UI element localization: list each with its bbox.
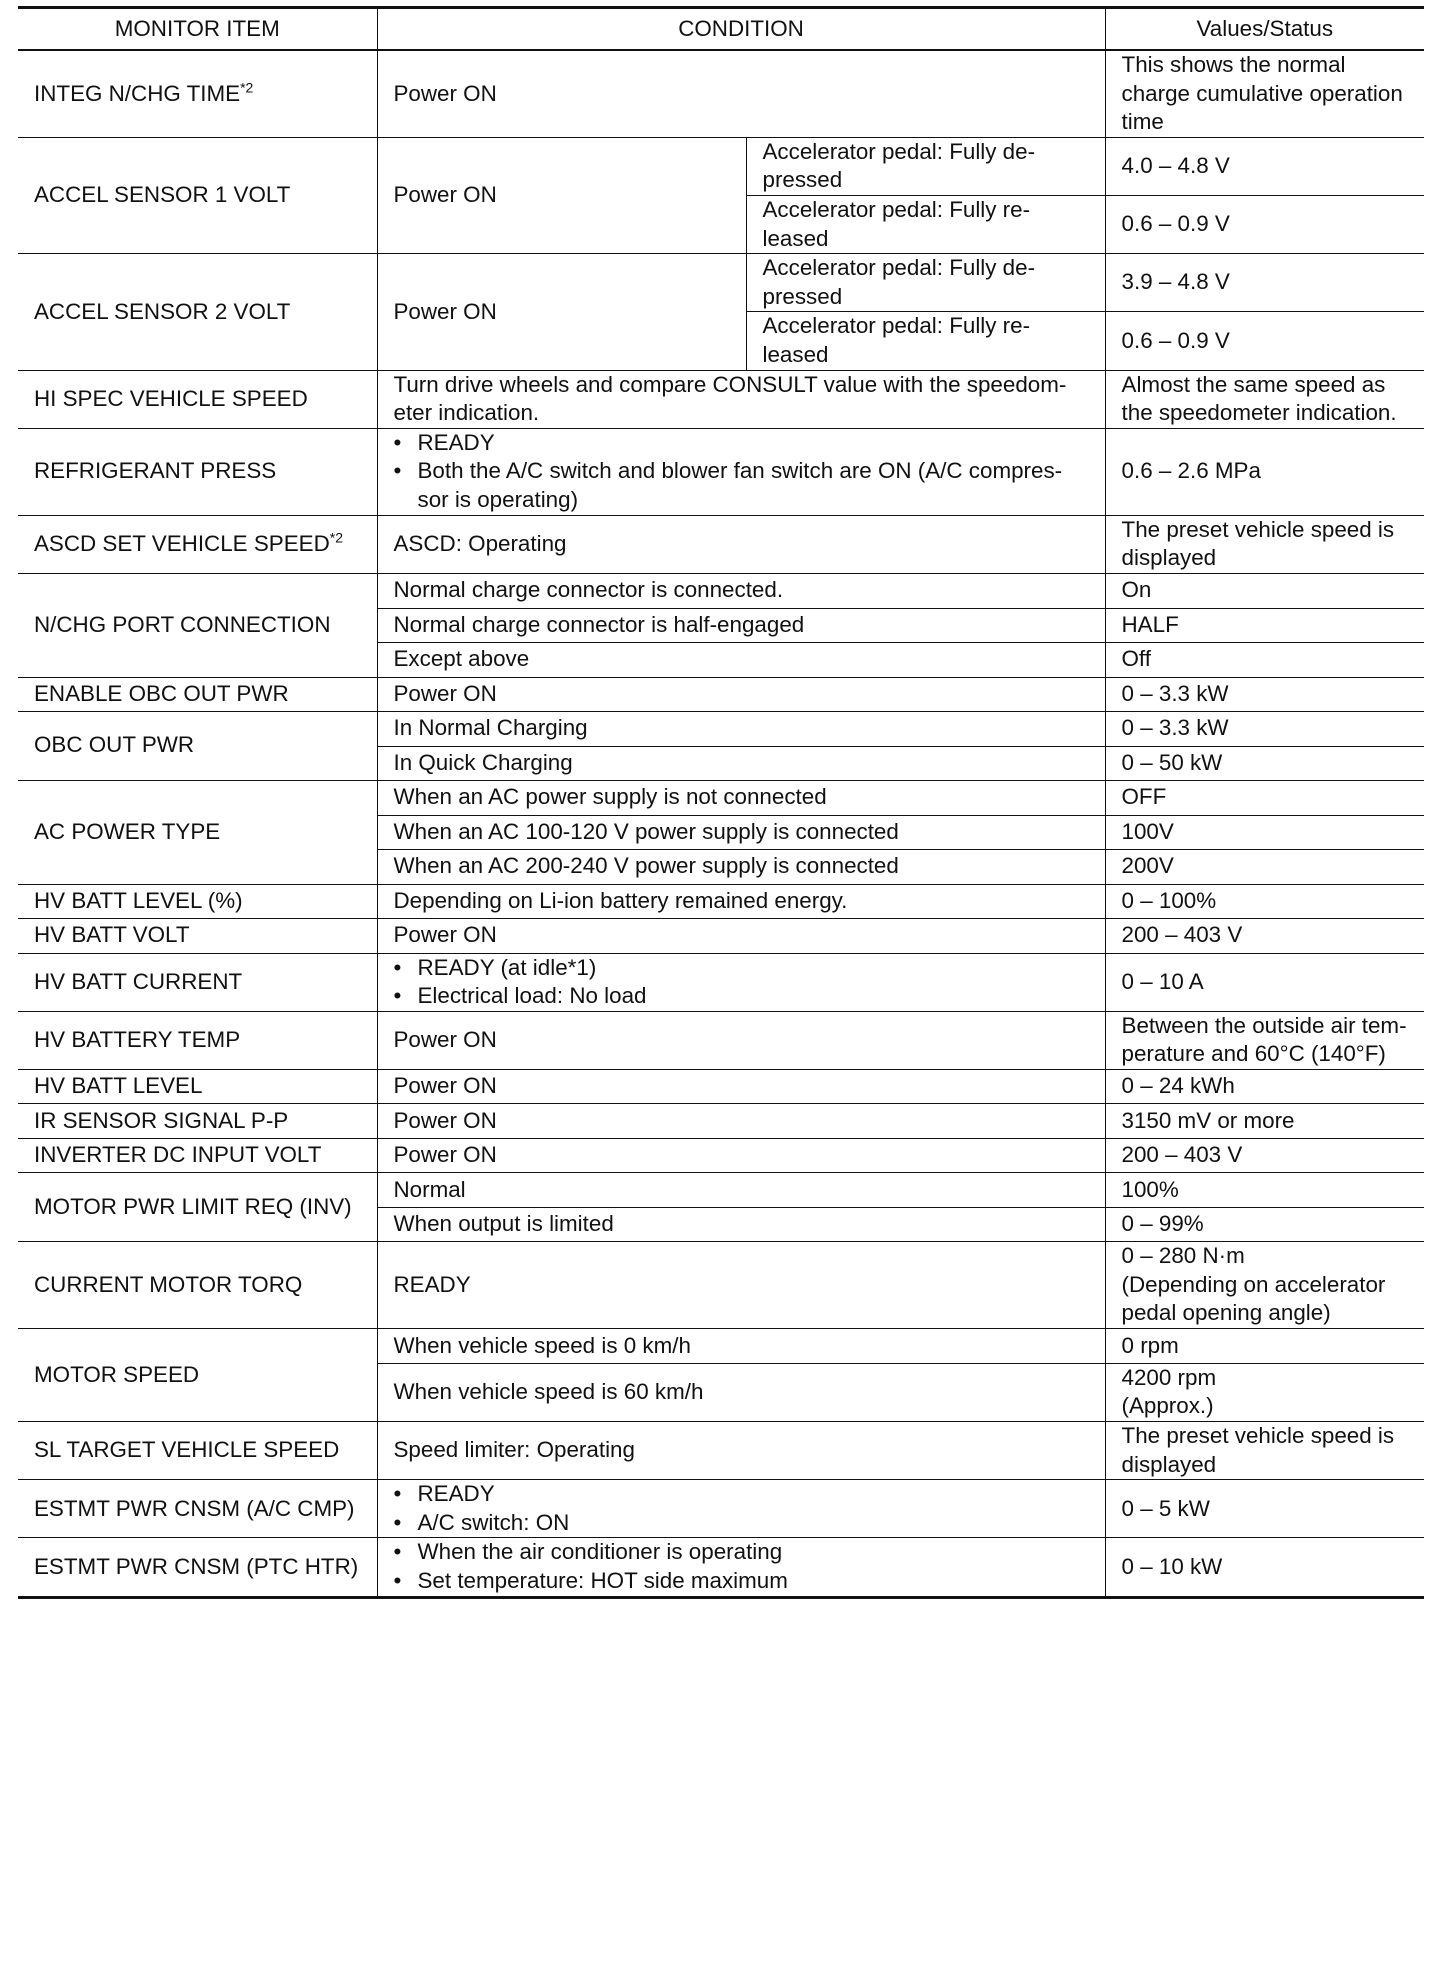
table-row [18, 50, 1424, 137]
monitor-item-cell: HV BATT LEVEL [18, 1070, 377, 1104]
monitor-item-cell: HV BATT VOLT [18, 918, 377, 953]
condition-cell: When output is limited [377, 1208, 1105, 1242]
value-cell: On [1105, 573, 1424, 608]
value-cell: 0 – 50 kW [1105, 746, 1424, 780]
monitor-item-cell: HI SPEC VEHICLE SPEED [18, 370, 377, 428]
monitor-item-table [18, 6, 1424, 1599]
value-cell: 200V [1105, 849, 1424, 884]
condition-bullet: • A/C switch: ON [394, 1509, 1093, 1538]
table-row [18, 1422, 1424, 1480]
condition-cell: When an AC 200-240 V power supply is connected [377, 849, 1105, 884]
condition-cell: When vehicle speed is 0 km/h [377, 1328, 1105, 1363]
condition-cell: Power ON [377, 137, 746, 253]
monitor-item-cell: ACCEL SENSOR 1 VOLT [18, 137, 377, 253]
monitor-item-cell: AC POWER TYPE [18, 780, 377, 884]
header-values-status: Values/Status [1105, 8, 1424, 51]
table-row [18, 370, 1424, 428]
value-cell: Between the outside air tem-perature and 60°C (140°F) [1105, 1011, 1424, 1069]
monitor-item-cell: MOTOR SPEED [18, 1328, 377, 1421]
table-row [18, 918, 1424, 953]
header-monitor-item: MONITOR ITEM [18, 8, 377, 51]
condition-cell [377, 1480, 1105, 1538]
monitor-item-cell: ESTMT PWR CNSM (A/C CMP) [18, 1480, 377, 1538]
condition-bullet-list [394, 1480, 1093, 1537]
value-cell: The preset vehicle speed is displayed [1105, 1422, 1424, 1480]
condition-cell: Power ON [377, 1104, 1105, 1139]
condition-cell: Power ON [377, 677, 1105, 711]
condition-cell: Power ON [377, 1070, 1105, 1104]
value-cell: 100% [1105, 1173, 1424, 1208]
table-row [18, 953, 1424, 1011]
monitor-item-cell: CURRENT MOTOR TORQ [18, 1242, 377, 1329]
sub-condition-cell: Accelerator pedal: Fully de-pressed [746, 137, 1105, 195]
condition-cell: Power ON [377, 254, 746, 370]
value-cell: Off [1105, 642, 1424, 677]
condition-bullet: • READY [394, 1480, 1093, 1509]
monitor-item-cell: ACCEL SENSOR 2 VOLT [18, 254, 377, 370]
condition-cell: In Quick Charging [377, 746, 1105, 780]
value-cell: Almost the same speed as the speedometer indication. [1105, 370, 1424, 428]
value-cell: 4200 rpm (Approx.) [1105, 1363, 1424, 1421]
condition-cell [377, 1538, 1105, 1597]
table-row [18, 1070, 1424, 1104]
condition-cell: Depending on Li-ion battery remained energy. [377, 884, 1105, 918]
condition-cell: When vehicle speed is 60 km/h [377, 1363, 1105, 1421]
condition-cell [377, 428, 1105, 515]
value-cell: 0 – 100% [1105, 884, 1424, 918]
value-cell: 0.6 – 2.6 MPa [1105, 428, 1424, 515]
value-cell: 4.0 – 4.8 V [1105, 137, 1424, 195]
value-cell: This shows the normal charge cumulative operation time [1105, 50, 1424, 137]
condition-cell: Power ON [377, 1011, 1105, 1069]
monitor-item-cell: SL TARGET VEHICLE SPEED [18, 1422, 377, 1480]
value-cell: 200 – 403 V [1105, 918, 1424, 953]
table-row [18, 1328, 1424, 1363]
sub-condition-cell: Accelerator pedal: Fully de-pressed [746, 254, 1105, 312]
monitor-item-cell: HV BATT LEVEL (%) [18, 884, 377, 918]
value-cell: 100V [1105, 815, 1424, 849]
condition-bullet-list [394, 1538, 1093, 1595]
condition-cell: Power ON [377, 50, 1105, 137]
condition-cell: Turn drive wheels and compare CONSULT value with the speedom-eter indication. [377, 370, 1105, 428]
value-cell: HALF [1105, 608, 1424, 642]
monitor-item-cell: ENABLE OBC OUT PWR [18, 677, 377, 711]
monitor-item-cell: IR SENSOR SIGNAL P-P [18, 1104, 377, 1139]
monitor-item-cell: INTEG N/CHG TIME$^{*2}$ [18, 50, 377, 137]
condition-cell: Power ON [377, 1139, 1105, 1173]
condition-cell: Power ON [377, 918, 1105, 953]
condition-bullet: • Both the A/C switch and blower fan switch are ON (A/C compres-sor is operating) [394, 457, 1093, 514]
table-row [18, 677, 1424, 711]
value-cell: 0 – 10 A [1105, 953, 1424, 1011]
header-condition: CONDITION [377, 8, 1105, 51]
table-row [18, 884, 1424, 918]
table-row [18, 1538, 1424, 1597]
monitor-item-cell: REFRIGERANT PRESS [18, 428, 377, 515]
sub-condition-cell: Accelerator pedal: Fully re-leased [746, 312, 1105, 370]
condition-cell: In Normal Charging [377, 711, 1105, 746]
monitor-item-cell: ASCD SET VEHICLE SPEED$^{*2}$ [18, 515, 377, 573]
value-cell: 0 – 10 kW [1105, 1538, 1424, 1597]
condition-bullet: • When the air conditioner is operating [394, 1538, 1093, 1567]
table-row [18, 1173, 1424, 1208]
condition-bullet: • Electrical load: No load [394, 982, 1093, 1011]
condition-cell: Except above [377, 642, 1105, 677]
value-cell: OFF [1105, 780, 1424, 815]
table-row [18, 711, 1424, 746]
monitor-item-cell: N/CHG PORT CONNECTION [18, 573, 377, 677]
table-row [18, 1011, 1424, 1069]
value-cell: 0 – 99% [1105, 1208, 1424, 1242]
table-row [18, 1242, 1424, 1329]
condition-bullet-list [394, 954, 1093, 1011]
table-row [18, 137, 1424, 195]
condition-bullet-list [394, 429, 1093, 515]
condition-cell: ASCD: Operating [377, 515, 1105, 573]
condition-cell: When an AC power supply is not connected [377, 780, 1105, 815]
table-row [18, 428, 1424, 515]
table-row [18, 1104, 1424, 1139]
monitor-item-cell: HV BATT CURRENT [18, 953, 377, 1011]
value-cell: 0 – 5 kW [1105, 1480, 1424, 1538]
value-cell: 200 – 403 V [1105, 1139, 1424, 1173]
sub-condition-cell: Accelerator pedal: Fully re-leased [746, 195, 1105, 253]
condition-cell: When an AC 100-120 V power supply is connected [377, 815, 1105, 849]
condition-bullet: • READY [394, 429, 1093, 458]
value-cell: 0.6 – 0.9 V [1105, 312, 1424, 370]
table-row [18, 573, 1424, 608]
condition-cell: Normal charge connector is connected. [377, 573, 1105, 608]
table-header-row [18, 8, 1424, 51]
value-cell: 0 – 24 kWh [1105, 1070, 1424, 1104]
monitor-item-cell: HV BATTERY TEMP [18, 1011, 377, 1069]
condition-cell: Normal [377, 1173, 1105, 1208]
value-cell: 3150 mV or more [1105, 1104, 1424, 1139]
condition-bullet: • READY (at idle*1) [394, 954, 1093, 983]
monitor-item-cell: MOTOR PWR LIMIT REQ (INV) [18, 1173, 377, 1242]
condition-cell: READY [377, 1242, 1105, 1329]
value-cell: 0 – 3.3 kW [1105, 711, 1424, 746]
condition-cell: Speed limiter: Operating [377, 1422, 1105, 1480]
value-cell: 3.9 – 4.8 V [1105, 254, 1424, 312]
table-row [18, 515, 1424, 573]
table-row [18, 1480, 1424, 1538]
condition-bullet: • Set temperature: HOT side maximum [394, 1567, 1093, 1596]
monitor-item-cell: OBC OUT PWR [18, 711, 377, 780]
monitor-item-cell: INVERTER DC INPUT VOLT [18, 1139, 377, 1173]
condition-cell: Normal charge connector is half-engaged [377, 608, 1105, 642]
condition-cell [377, 953, 1105, 1011]
table-row [18, 254, 1424, 312]
value-cell: 0 – 280 N·m (Depending on accelerator pedal opening angle) [1105, 1242, 1424, 1329]
value-cell: 0 rpm [1105, 1328, 1424, 1363]
value-cell: 0.6 – 0.9 V [1105, 195, 1424, 253]
table-row [18, 780, 1424, 815]
table-row [18, 1139, 1424, 1173]
value-cell: 0 – 3.3 kW [1105, 677, 1424, 711]
value-cell: The preset vehicle speed is displayed [1105, 515, 1424, 573]
monitor-item-cell: ESTMT PWR CNSM (PTC HTR) [18, 1538, 377, 1597]
